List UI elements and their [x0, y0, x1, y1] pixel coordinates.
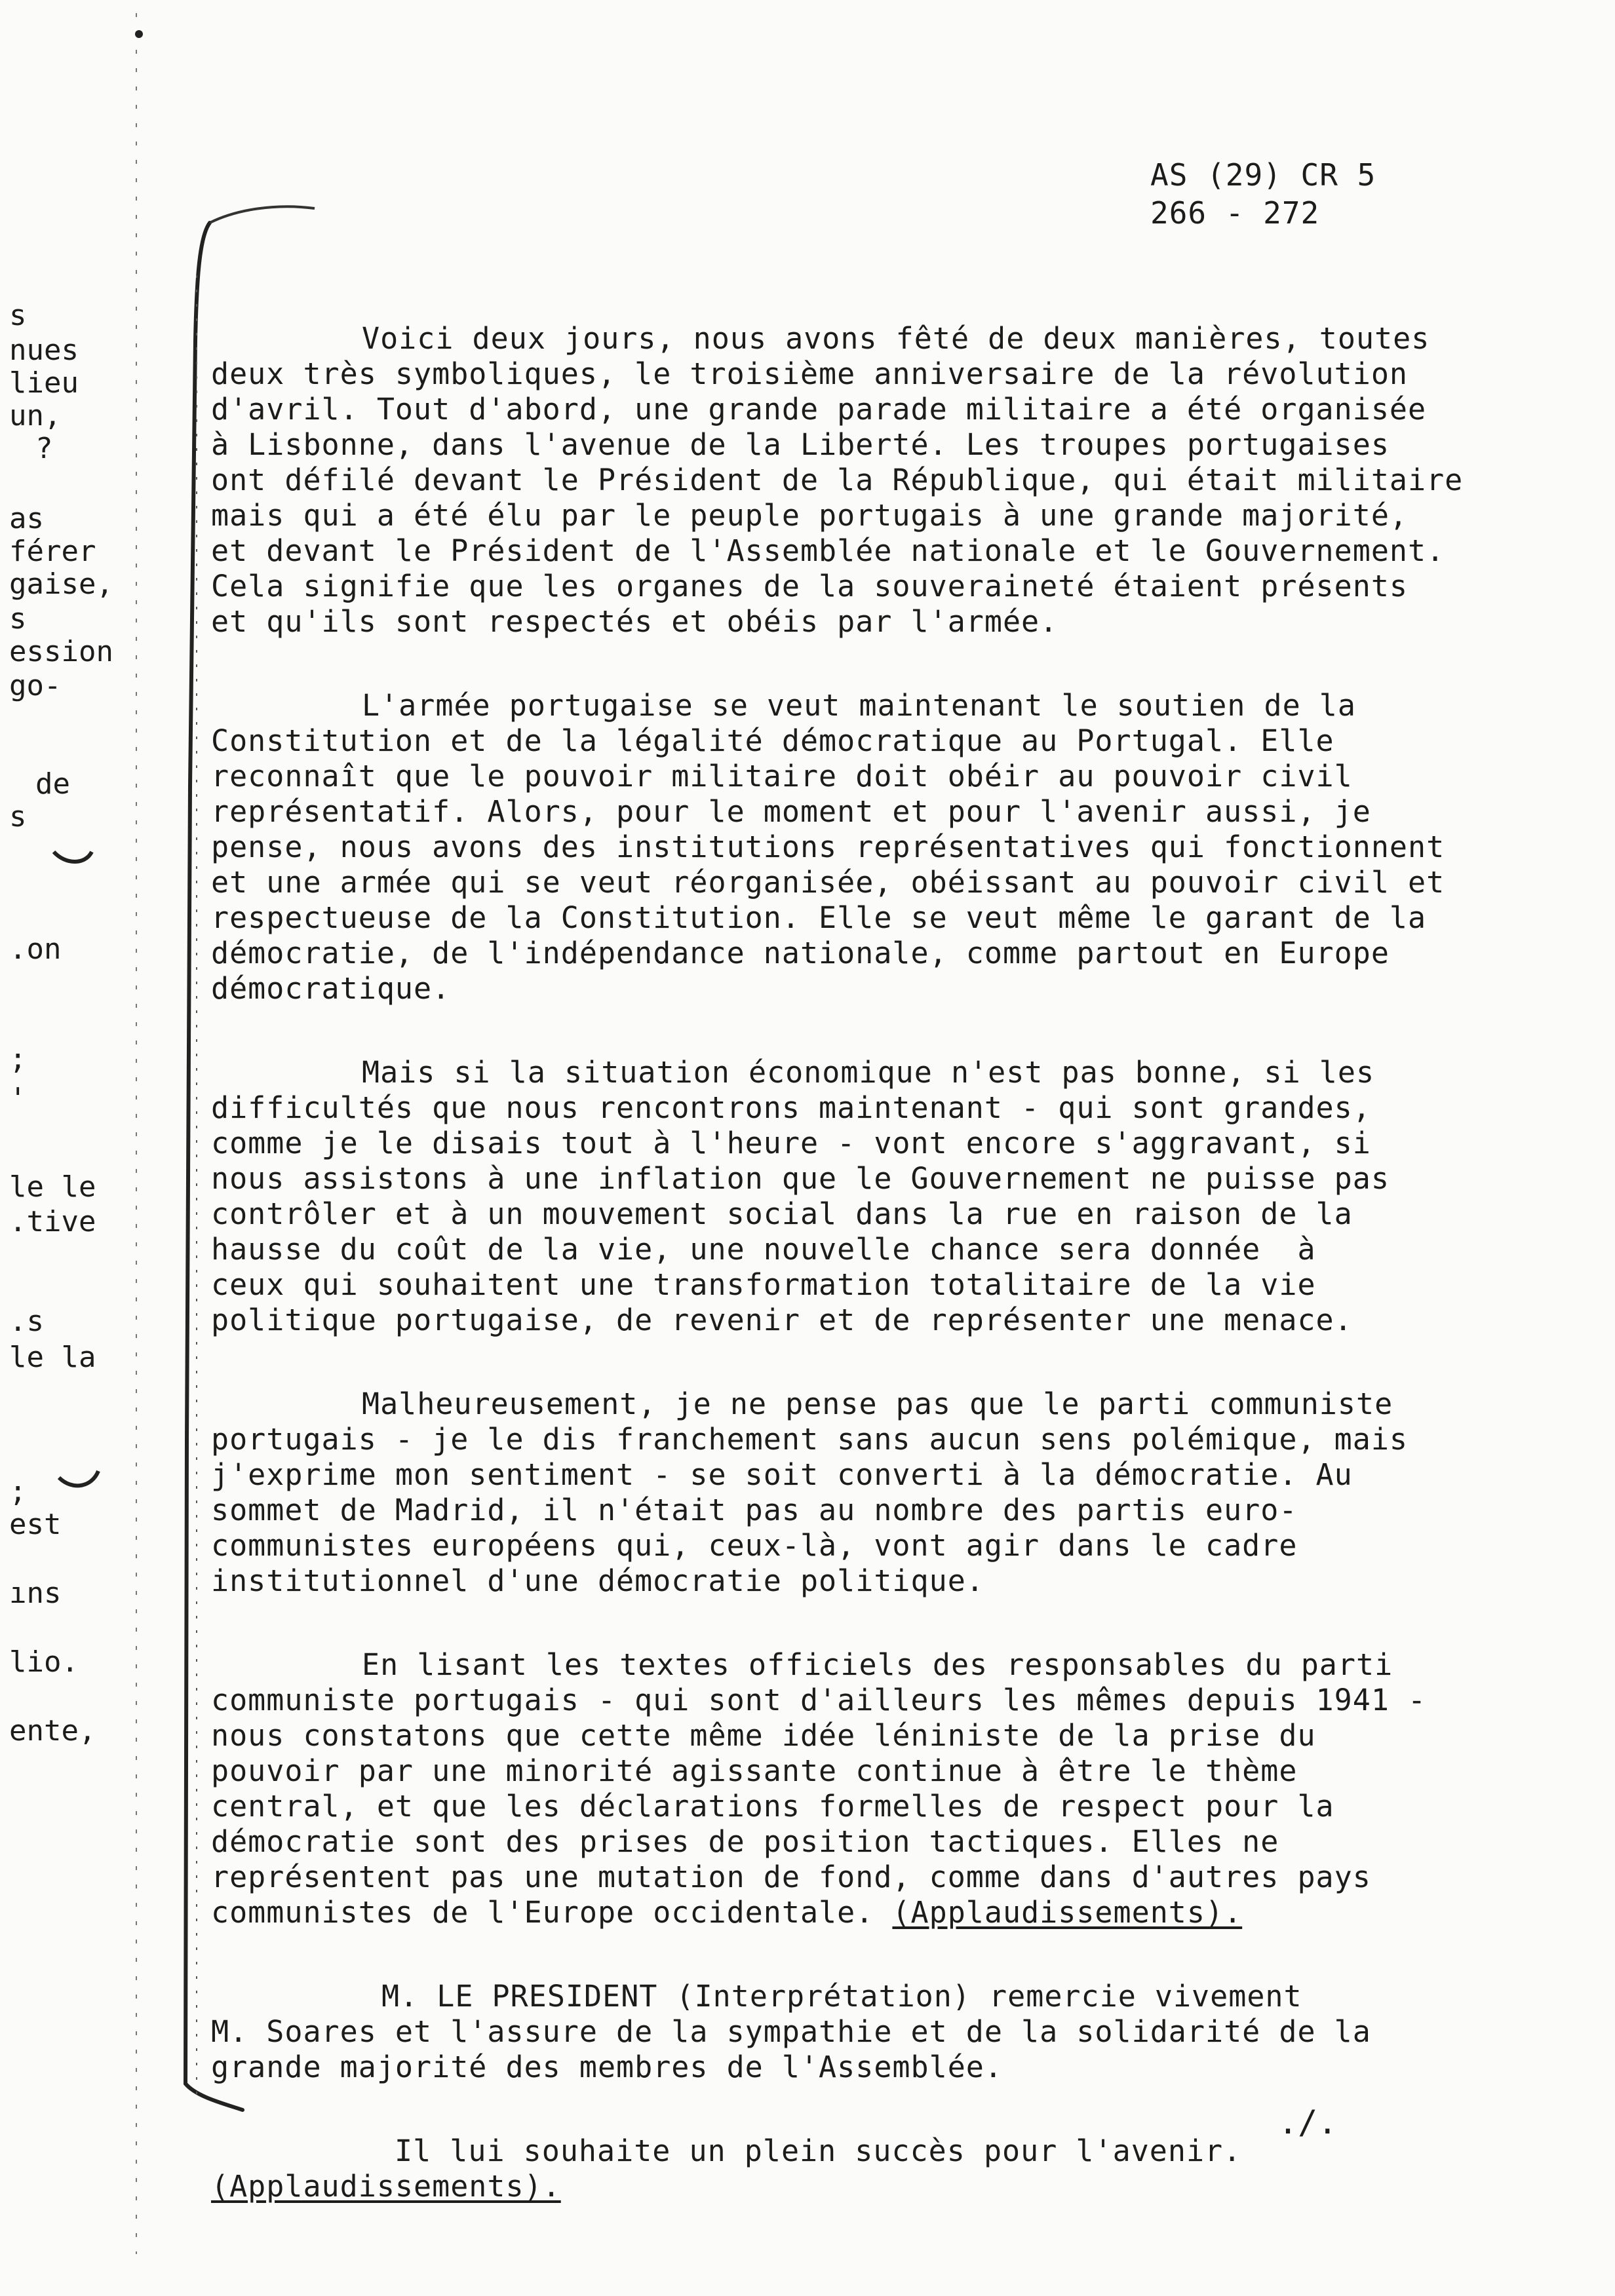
text-line: communistes européens qui, ceux-là, vont agir dans le cadre: [211, 1528, 1298, 1563]
margin-fragment: ession: [9, 635, 113, 668]
text-line: démocratie sont des prises de position tactiques. Elles ne: [211, 1824, 1279, 1859]
text-line: ont défilé devant le Président de la République, qui était militaire: [211, 463, 1464, 497]
margin-fragment: férer: [9, 535, 96, 568]
text-line: mais qui a été élu par le peuple portugais à une grande majorité,: [211, 498, 1408, 533]
margin-fragment: nues: [9, 334, 79, 367]
margin-fragment: ;: [9, 1043, 27, 1076]
text-line: démocratie, de l'indépendance nationale, comme partout en Europe: [211, 936, 1390, 970]
margin-fragment: s: [9, 299, 27, 332]
text-line: communiste portugais - qui sont d'ailleurs les mêmes depuis 1941 -: [211, 1683, 1427, 1717]
margin-fragment: ': [9, 1082, 27, 1115]
applause-note: (Applaudissements).: [892, 1895, 1243, 1930]
text-line: deux très symboliques, le troisième anniversaire de la révolution: [211, 356, 1408, 391]
margin-fragment: de: [35, 767, 70, 801]
text-line: difficultés que nous rencontrons maintenant - qui sont grandes,: [211, 1090, 1371, 1125]
text-line: comme je le disais tout à l'heure - vont encore s'aggravant, si: [211, 1126, 1371, 1160]
text-line: contrôler et à un mouvement social dans la rue en raison de la: [211, 1196, 1353, 1231]
text-line: pouvoir par une minorité agissante continue à être le thème: [211, 1753, 1298, 1788]
margin-fragment: un,: [9, 399, 62, 432]
margin-fragment: .s: [9, 1305, 44, 1338]
speech-body: [211, 321, 1561, 2253]
text-line: et une armée qui se veut réorganisée, obéissant au pouvoir civil et: [211, 865, 1445, 900]
text-line-content: communistes de l'Europe occidentale.: [211, 1895, 874, 1930]
text-line: portugais - je le dis franchement sans aucun sens polémique, mais: [211, 1422, 1408, 1457]
margin-fragment: as: [9, 502, 44, 535]
margin-fragment: ?: [35, 432, 53, 465]
paragraph-closing: [211, 2133, 1561, 2204]
text-line: Malheureusement, je ne pense pas que le parti communiste: [362, 1387, 1393, 1421]
margin-fragment: .tive: [9, 1205, 96, 1238]
margin-fragment: ıns: [9, 1577, 62, 1610]
text-line: L'armée portugaise se veut maintenant le soutien de la: [362, 688, 1356, 723]
text-line: grande majorité des membres de l'Assemblée.: [211, 2050, 1003, 2084]
text-line: En lisant les textes officiels des responsables du parti: [362, 1647, 1393, 1682]
text-line: institutionnel d'une démocratie politique.: [211, 1563, 984, 1598]
text-line: M. Soares et l'assure de la sympathie et de la solidarité de la: [211, 2014, 1371, 2049]
text-line: d'avril. Tout d'abord, une grande parade militaire a été organisée: [211, 392, 1427, 427]
text-line: Cela signifie que les organes de la souveraineté étaient présents: [211, 569, 1408, 603]
text-line: à Lisbonne, dans l'avenue de la Liberté. Les troupes portugaises: [211, 427, 1390, 462]
text-line: démocratique.: [211, 971, 451, 1006]
applause-note: (Applaudissements).: [211, 2169, 561, 2204]
text-line: respectueuse de la Constitution. Elle se veut même le garant de la: [211, 900, 1427, 935]
margin-fragment: gaise,: [9, 567, 113, 601]
paragraph: [211, 1387, 1561, 1599]
text-line: [211, 1895, 1561, 1930]
text-line: M. LE PRESIDENT (Interprétation) remercie vivement: [381, 1979, 1302, 2014]
document-reference: [1150, 156, 1376, 232]
margin-fragment: s: [9, 800, 27, 833]
margin-fragment: lieu: [9, 366, 79, 400]
paragraph: [211, 321, 1561, 640]
paragraph: [211, 1647, 1561, 1930]
text-line: central, et que les déclarations formelles de respect pour la: [211, 1789, 1334, 1824]
margin-fragment: le la: [9, 1341, 96, 1374]
margin-fragment: ente,: [9, 1714, 96, 1748]
text-line: reconnaît que le pouvoir militaire doit obéir au pouvoir civil: [211, 759, 1353, 794]
text-line: Voici deux jours, nous avons fêté de deux manières, toutes: [362, 321, 1430, 356]
text-line: Constitution et de la légalité démocratique au Portugal. Elle: [211, 723, 1334, 758]
text-line: Il lui souhaite un plein succès pour l'avenir.: [395, 2133, 1242, 2168]
paragraph: [211, 688, 1561, 1006]
text-line: ceux qui souhaitent une transformation totalitaire de la vie: [211, 1267, 1316, 1302]
paragraph-president: [211, 1979, 1561, 2085]
reference-pages: 266 - 272: [1150, 195, 1320, 231]
continuation-marker: ./.: [1278, 2103, 1338, 2141]
margin-fragment: go-: [9, 669, 62, 702]
text-line: et qu'ils sont respectés et obéis par l'armée.: [211, 604, 1059, 639]
margin-fragment: ;: [9, 1475, 27, 1508]
text-line: nous assistons à une inflation que le Gouvernement ne puisse pas: [211, 1161, 1390, 1196]
text-line: politique portugaise, de revenir et de représenter une menace.: [211, 1303, 1353, 1337]
margin-fragment: s: [9, 602, 27, 636]
paragraph: [211, 1055, 1561, 1338]
margin-fragment: lio.: [9, 1645, 79, 1679]
text-line: nous constatons que cette même idée léniniste de la prise du: [211, 1718, 1316, 1753]
text-line: sommet de Madrid, il n'était pas au nombre des partis euro-: [211, 1493, 1298, 1527]
text-line: pense, nous avons des institutions représentatives qui fonctionnent: [211, 830, 1445, 864]
margin-fragment: le le: [9, 1170, 96, 1204]
margin-fragment: est: [9, 1508, 62, 1541]
reference-code: AS (29) CR 5: [1150, 157, 1376, 193]
text-line: représentatif. Alors, pour le moment et pour l'avenir aussi, je: [211, 794, 1371, 829]
text-line: hausse du coût de la vie, une nouvelle chance sera donnée à: [211, 1232, 1316, 1267]
text-line: Mais si la situation économique n'est pas bonne, si les: [362, 1055, 1375, 1090]
text-line: et devant le Président de l'Assemblée nationale et le Gouvernement.: [211, 533, 1445, 568]
margin-fragment: .on: [9, 932, 62, 966]
text-line: représentent pas une mutation de fond, comme dans d'autres pays: [211, 1860, 1371, 1894]
text-line: j'exprime mon sentiment - se soit converti à la démocratie. Au: [211, 1457, 1353, 1492]
